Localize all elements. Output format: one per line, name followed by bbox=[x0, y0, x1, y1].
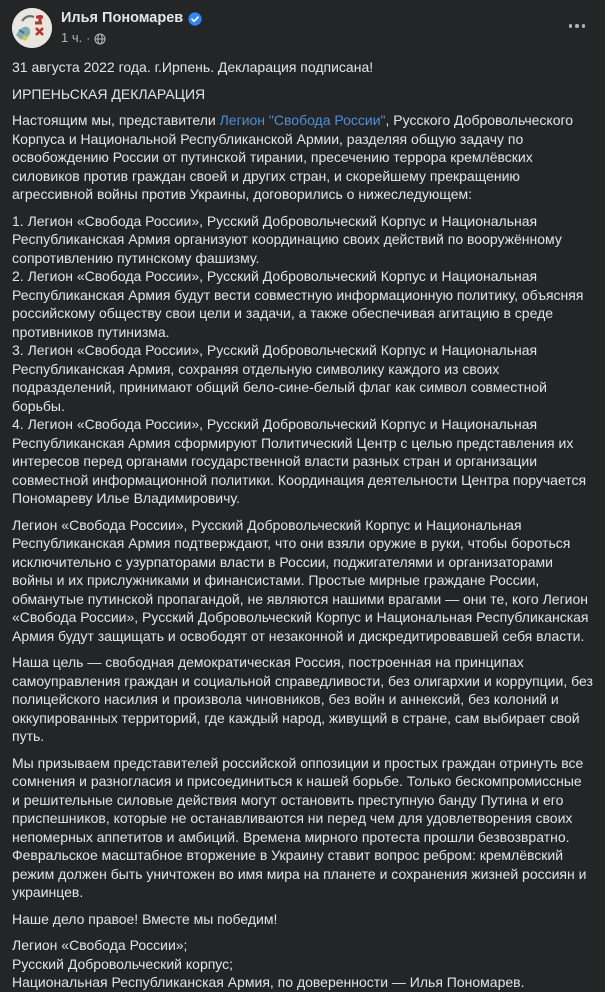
intro-paragraph bbox=[12, 111, 593, 204]
declaration-item-3: 3. Легион «Свобода России», Русский Добровольческий Корпус и Национальная Республиканская Армия, сохраняя отдельную символику каждого из своих подразделений, принимают общий бело-сине-белый флаг как символ совместной борьбы. bbox=[12, 342, 547, 414]
post-date-line: 31 августа 2022 года. г.Ирпень. Декларация подписана! bbox=[12, 59, 374, 75]
timestamp[interactable]: 1 ч. bbox=[61, 30, 83, 45]
more-options-icon[interactable] bbox=[565, 18, 590, 34]
post-body bbox=[12, 58, 593, 992]
slogan-line: Наше дело правое! Вместе мы победим! bbox=[12, 910, 278, 927]
declaration-items bbox=[12, 212, 593, 508]
post-title: ИРПЕНЬСКАЯ ДЕКЛАРАЦИЯ bbox=[12, 85, 206, 102]
legion-link[interactable]: Легион "Свобода России" bbox=[219, 112, 386, 128]
avatar-image bbox=[12, 8, 52, 48]
signature-army: Национальная Республиканская Армия, по доверенности — Илья Пономарев. bbox=[12, 974, 525, 990]
post-meta bbox=[61, 30, 593, 46]
declaration-item-1: 1. Легион «Свобода России», Русский Добровольческий Корпус и Национальная Республиканская Армия организуют координацию своих действий по вооружённому сопротивлению путинскому фашизму. bbox=[12, 212, 562, 266]
header-info bbox=[61, 8, 593, 46]
author-name[interactable]: Илья Пономарев bbox=[61, 10, 184, 26]
signature-legion: Легион «Свобода России»; bbox=[12, 937, 188, 953]
declaration-item-4: 4. Легион «Свобода России», Русский Добровольческий Корпус и Национальная Республиканская Армия сформируют Политический Центр с целью представления их интересов перед органами государственной власти разных стран и организации совместной информационной политики. Координация деятельности Центра поручается Пономареву Илье Владимировичу. bbox=[12, 416, 587, 506]
avatar[interactable] bbox=[12, 8, 52, 48]
post-header bbox=[12, 8, 593, 48]
signature-corps: Русский Добровольческий корпус; bbox=[12, 955, 234, 972]
declaration-item-2: 2. Легион «Свобода России», Русский Добровольческий Корпус и Национальная Республиканская Армия будут вести совместную информационную политику, объясняя российскому обществу свои цели и задачи, а также обеспечивая агитацию в среде противников путинизма. bbox=[12, 268, 584, 340]
call-paragraph: Мы призываем представителей российской оппозиции и простых граждан отринуть все сомнения и разногласия и присоединиться к нашей борьбе. Только бескомпромиссные и решительные силовые действия могут остановить преступную банду Путина и его приспешников, которые не останавливаются ни перед чем для удовлетворения своих непомерных аппетитов и амбиций. Времена мирного протеста прошли безвозвратно. Февральское масштабное вторжение в Украину ставит вопрос ребром: кремлёвский режим должен быть уничтожен во имя мира на планете и сохранения жизней россиян и украинцев. bbox=[12, 754, 587, 900]
signatures bbox=[12, 936, 593, 992]
intro-text-after: , Русского Добровольческого Корпуса и Национальной Республиканской Армии, разделяя общую задачу по освобождению России от путинской тирании, пресечению террора кремлёвских силовиков против граждан своей и других стран, и скорейшему прекращению агрессивной войны против Украины, договорились о нижеследующем: bbox=[12, 112, 574, 202]
globe-icon bbox=[94, 33, 106, 45]
confirmation-paragraph: Легион «Свобода России», Русский Добровольческий Корпус и Национальная Республиканская Армия подтверждают, что они взяли оружие в руки, чтобы бороться исключительно с узурпаторами власти в России, поджигателями и организаторами войны и их прислужниками и финансистами. Простые мирные граждане России, обманутые путинской пропагандой, не являются нашими врагами — они те, кого Легион «Свобода России», Русский Добровольческий Корпус и Национальная Республиканская Армия будут защищать и освободят от незаконной и дискредитировавшей себя власти. bbox=[12, 516, 589, 644]
author-row bbox=[61, 9, 593, 28]
goal-paragraph: Наша цель — свободная демократическая Россия, построенная на принципах самоуправления граждан и социальной справедливости, без олигархии и коррупции, без полицейского насилия и произвола чиновников, без войн и аннексий, без колоний и оккупированных территорий, где каждый народ, живущий в стране, сам выбирает свой путь. bbox=[12, 654, 593, 744]
intro-text-before: Настоящим мы, представители bbox=[12, 112, 220, 128]
verified-badge-icon bbox=[188, 12, 202, 26]
meta-separator: · bbox=[86, 31, 91, 45]
